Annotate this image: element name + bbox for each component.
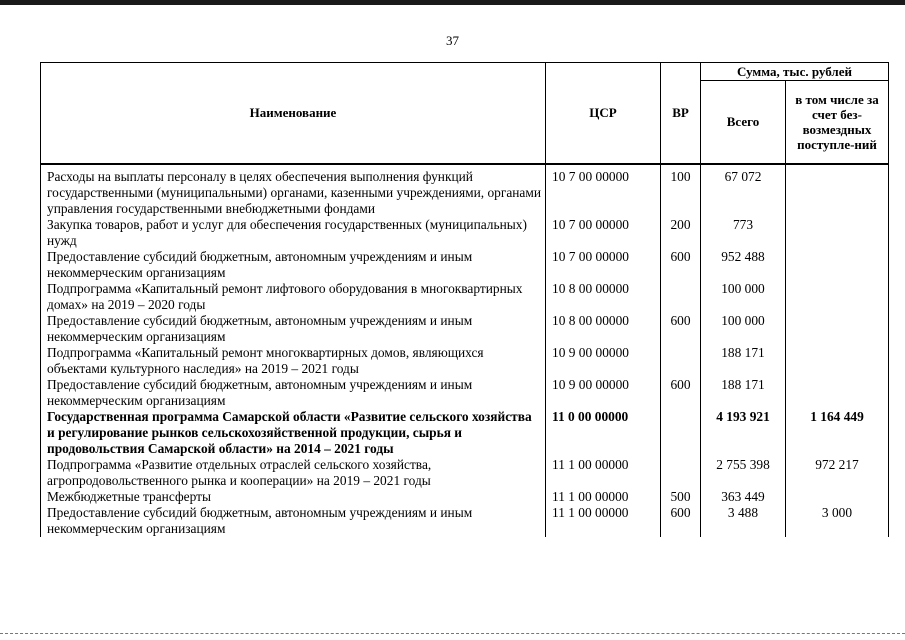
row-total: 952 488 — [701, 249, 786, 281]
scan-top-edge — [0, 0, 905, 5]
row-csr: 11 1 00 00000 — [546, 457, 661, 489]
row-incl — [786, 345, 889, 377]
table-row — [41, 489, 889, 505]
table-row — [41, 409, 889, 457]
row-incl — [786, 217, 889, 249]
row-vr: 200 — [661, 217, 701, 249]
row-name: Предоставление субсидий бюджетным, автономным учреждениям и иным некоммерческим организациям — [41, 377, 546, 409]
row-total: 188 171 — [701, 345, 786, 377]
row-total: 67 072 — [701, 164, 786, 217]
row-vr — [661, 345, 701, 377]
row-incl: 972 217 — [786, 457, 889, 489]
table-row — [41, 457, 889, 489]
row-name: Закупка товаров, работ и услуг для обеспечения государственных (муниципальных) нужд — [41, 217, 546, 249]
row-incl — [786, 249, 889, 281]
row-total: 363 449 — [701, 489, 786, 505]
row-csr: 10 9 00 00000 — [546, 377, 661, 409]
row-csr: 11 1 00 00000 — [546, 505, 661, 537]
row-csr: 10 7 00 00000 — [546, 249, 661, 281]
row-total: 773 — [701, 217, 786, 249]
table-row — [41, 345, 889, 377]
row-name: Подпрограмма «Капитальный ремонт лифтового оборудования в многоквартирных домах» на 2019 – 2020 годы — [41, 281, 546, 313]
row-name: Подпрограмма «Развитие отдельных отраслей сельского хозяйства, агропродовольственного рынка и кооперации» на 2019 – 2021 годы — [41, 457, 546, 489]
row-vr: 100 — [661, 164, 701, 217]
budget-table — [40, 62, 889, 537]
row-name: Государственная программа Самарской области «Развитие сельского хозяйства и регулирование рынков сельскохозяйственной продукции, сырья и продовольствия Самарской области» на 2014 – 2021 годы — [41, 409, 546, 457]
table-row — [41, 281, 889, 313]
row-total: 100 000 — [701, 313, 786, 345]
scan-bottom-edge — [0, 633, 905, 634]
page-number: 37 — [446, 33, 459, 48]
row-vr — [661, 281, 701, 313]
row-name: Подпрограмма «Капитальный ремонт многоквартирных домов, являющихся объектами культурного наследия» на 2019 – 2021 годы — [41, 345, 546, 377]
row-vr: 600 — [661, 313, 701, 345]
row-name: Предоставление субсидий бюджетным, автономным учреждениям и иным некоммерческим организациям — [41, 249, 546, 281]
row-incl: 3 000 — [786, 505, 889, 537]
row-incl — [786, 313, 889, 345]
row-vr — [661, 457, 701, 489]
row-total: 3 488 — [701, 505, 786, 537]
row-total: 2 755 398 — [701, 457, 786, 489]
row-name: Предоставление субсидий бюджетным, автономным учреждениям и иным некоммерческим организациям — [41, 505, 546, 537]
header-incl: в том числе за счет без-возмездных поступле-ний — [786, 81, 889, 164]
table-row — [41, 377, 889, 409]
row-incl — [786, 489, 889, 505]
table-row — [41, 164, 889, 217]
row-name: Расходы на выплаты персоналу в целях обеспечения выполнения функций государственными (муниципальными) органами, казенными учреждениями, органами управления государственными внебюджетными фондами — [41, 164, 546, 217]
row-csr: 10 8 00 00000 — [546, 281, 661, 313]
row-name: Межбюджетные трансферты — [41, 489, 546, 505]
row-csr: 10 7 00 00000 — [546, 217, 661, 249]
row-csr: 10 9 00 00000 — [546, 345, 661, 377]
row-incl — [786, 281, 889, 313]
table-body — [41, 164, 889, 537]
row-incl — [786, 164, 889, 217]
header-name: Наименование — [41, 63, 546, 164]
row-vr: 500 — [661, 489, 701, 505]
table-row — [41, 313, 889, 345]
row-csr: 11 0 00 00000 — [546, 409, 661, 457]
header-total: Всего — [701, 81, 786, 164]
row-csr: 11 1 00 00000 — [546, 489, 661, 505]
row-vr: 600 — [661, 505, 701, 537]
row-vr: 600 — [661, 377, 701, 409]
row-total: 188 171 — [701, 377, 786, 409]
row-total: 4 193 921 — [701, 409, 786, 457]
table-row — [41, 505, 889, 537]
row-total: 100 000 — [701, 281, 786, 313]
table-row — [41, 249, 889, 281]
header-sum-group: Сумма, тыс. рублей — [701, 63, 889, 81]
row-csr: 10 7 00 00000 — [546, 164, 661, 217]
table-header — [41, 63, 889, 164]
row-csr: 10 8 00 00000 — [546, 313, 661, 345]
table-row — [41, 217, 889, 249]
header-vr: ВР — [661, 63, 701, 164]
row-name: Предоставление субсидий бюджетным, автономным учреждениям и иным некоммерческим организациям — [41, 313, 546, 345]
row-vr — [661, 409, 701, 457]
row-incl — [786, 377, 889, 409]
row-incl: 1 164 449 — [786, 409, 889, 457]
row-vr: 600 — [661, 249, 701, 281]
header-csr: ЦСР — [546, 63, 661, 164]
